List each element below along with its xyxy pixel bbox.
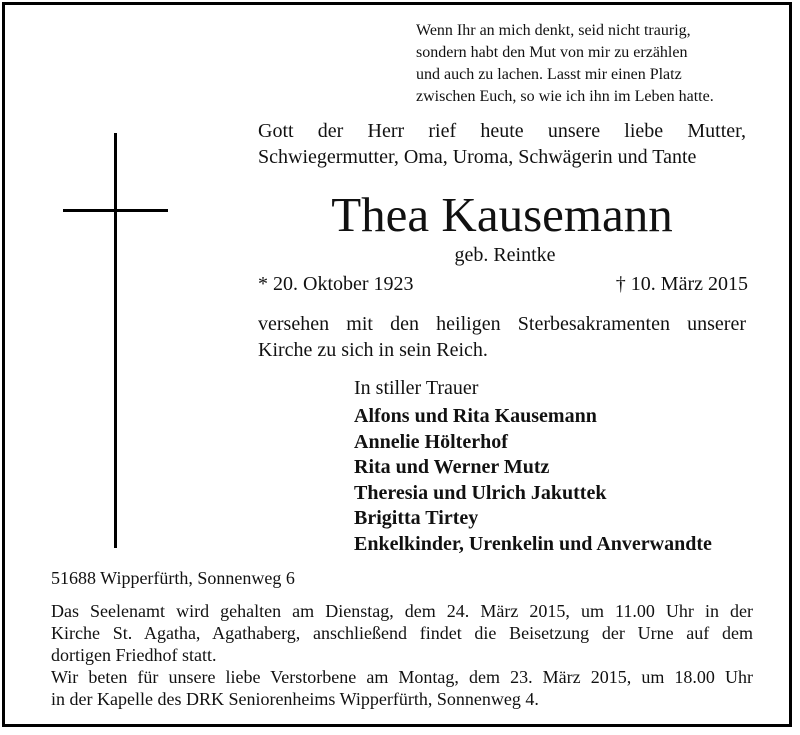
birth-date: * 20. Oktober 1923 <box>258 273 414 295</box>
deceased-name: Thea Kausemann <box>331 187 673 242</box>
sacrament-line: versehen mit den heiligen Sterbesakramenten unserer <box>258 313 746 335</box>
mourner: Theresia und Ulrich Jakuttek <box>354 481 607 504</box>
service-line: Das Seelenamt wird gehalten am Dienstag, dem 24. März 2015, um 11.00 Uhr in der <box>51 601 753 621</box>
sacrament-line: Kirche zu sich in sein Reich. <box>258 339 488 361</box>
poem-line: und auch zu lachen. Lasst mir einen Platz <box>416 66 682 83</box>
death-date: † 10. März 2015 <box>615 273 748 295</box>
mourner: Enkelkinder, Urenkelin und Anverwandte <box>354 532 712 555</box>
life-dates <box>258 271 748 297</box>
intro-line: Schwiegermutter, Oma, Uroma, Schwägerin und Tante <box>258 146 697 168</box>
born-name: geb. Reintke <box>454 244 556 266</box>
address: 51688 Wipperfürth, Sonnenweg 6 <box>51 568 295 588</box>
mourning-label: In stiller Trauer <box>354 377 479 399</box>
poem-line: Wenn Ihr an mich denkt, seid nicht traurig, <box>416 22 691 39</box>
poem-line: sondern habt den Mut von mir zu erzählen <box>416 44 688 61</box>
intro-text <box>258 118 746 170</box>
service-line: dortigen Friedhof statt. <box>51 645 217 665</box>
service-line: in der Kapelle des DRK Seniorenheims Wipperfürth, Sonnenweg 4. <box>51 689 539 709</box>
intro-line: Gott der Herr rief heute unsere liebe Mutter, <box>258 120 746 142</box>
service-line: Wir beten für unsere liebe Verstorbene am Montag, dem 23. März 2015, um 18.00 Uhr <box>51 667 753 687</box>
cross-icon-bar <box>63 209 168 212</box>
mourner: Alfons und Rita Kausemann <box>354 405 597 427</box>
poem-line: zwischen Euch, so wie ich ihn im Leben hatte. <box>416 88 714 105</box>
mourner: Rita und Werner Mutz <box>354 456 550 478</box>
cross-icon <box>114 133 117 548</box>
sacrament-text <box>258 311 746 363</box>
mourners-list <box>354 404 774 557</box>
mourner: Brigitta Tirtey <box>354 507 479 529</box>
poem <box>416 20 756 108</box>
mourner: Annelie Hölterhof <box>354 430 508 453</box>
service-line: Kirche St. Agatha, Agathaberg, anschließend findet die Beisetzung der Urne auf dem <box>51 623 753 643</box>
service-info <box>51 600 753 710</box>
